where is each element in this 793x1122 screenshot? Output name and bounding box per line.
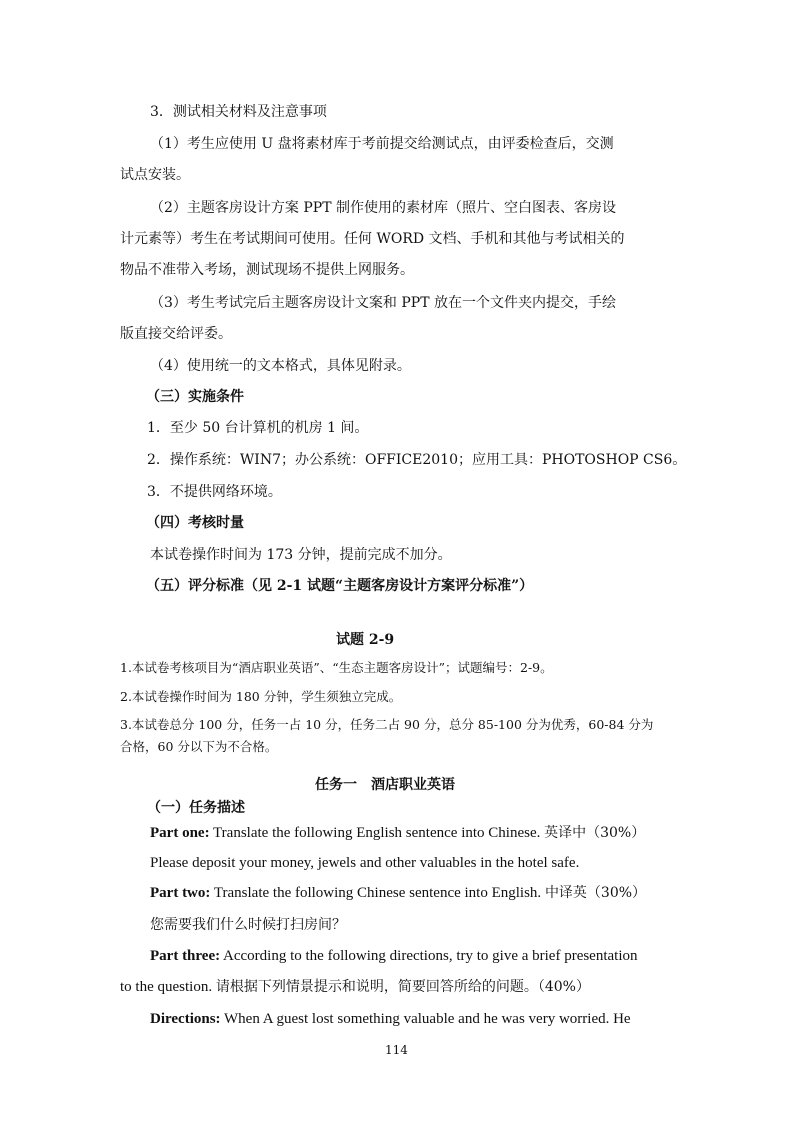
part-label: Part three: [150,948,221,964]
part-label: Part one: [150,825,210,841]
paragraph-line: Please deposit your money, jewels and other valuables in the hotel safe. [150,855,580,871]
paragraph-line: 本试卷操作时间为 173 分钟，提前完成不加分。 [150,547,452,563]
paragraph-line: 计元素等）考生在考试期间可使用。任何 WORD 文档、手机和其他与考试相关的 [120,231,625,247]
section-heading: （一）任务描述 [147,800,245,816]
paragraph-line: （4）使用统一的文本格式，具体见附录。 [150,358,411,374]
exam-note: 2.本试卷操作时间为 180 分钟，学生须独立完成。 [120,689,402,704]
part-instruction-cn: 请根据下列情景提示和说明，简要回答所给的问题。（40%） [215,979,590,995]
paragraph-line: 版直接交给评委。 [120,326,232,342]
part-instruction: to the question. [120,979,216,995]
list-item: 3．不提供网络环境。 [147,484,282,500]
task-title: 任务一 酒店职业英语 [315,777,455,793]
page-number: 114 [385,1043,408,1057]
section-heading: （五）评分标准（见 2-1 试题“主题客房设计方案评分标准”） [146,578,534,594]
list-item: 2．操作系统：WIN7；办公系统：OFFICE2010；应用工具：PHOTOSHOP CS6。 [147,452,687,468]
part-instruction: Translate the following English sentence into Chinese. [209,825,545,841]
part-instruction: Translate the following Chinese sentence into English. [210,885,545,901]
exam-note: 合格，60 分以下为不合格。 [120,739,278,754]
directions-label: Directions: [150,1011,221,1027]
paragraph-line: 物品不准带入考场，测试现场不提供上网服务。 [120,262,414,278]
paragraph-line: （2）主题客房设计方案 PPT 制作使用的素材库（照片、空白图表、客房设 [150,200,616,216]
part-instruction-cn: 英译中（30%） [544,825,646,841]
list-item: 1．至少 50 台计算机的机房 1 间。 [147,420,369,436]
part-instruction-cn: 中译英（30%） [544,885,647,901]
exam-note: 3.本试卷总分 100 分，任务一占 10 分，任务二占 90 分，总分 85-100 分为优秀，60-84 分为 [120,717,654,732]
paragraph-line [150,823,645,843]
paragraph-line [150,1009,631,1029]
paragraph-line [150,946,638,966]
part-instruction: According to the following directions, try to give a brief presentation [220,948,638,964]
directions-text: When A guest lost something valuable and he was very worried. He [220,1011,631,1027]
section-heading: （四）考核时量 [146,515,244,531]
paragraph-line [150,883,646,903]
exam-note: 1.本试卷考核项目为“酒店职业英语”、“生态主题客房设计”；试题编号：2-9。 [120,660,553,675]
section-heading: 3．测试相关材料及注意事项 [150,104,327,120]
paragraph-line: 您需要我们什么时候打扫房间？ [150,917,346,933]
paragraph-line: （1）考生应使用 U 盘将素材库于考前提交给测试点，由评委检查后，交测 [150,136,614,152]
exam-title: 试题 2-9 [336,632,395,648]
paragraph-line [120,977,590,997]
paragraph-line: （3）考生考试完后主题客房设计文案和 PPT 放在一个文件夹内提交，手绘 [150,295,616,311]
part-label: Part two: [150,885,211,901]
paragraph-line: 试点安装。 [120,167,190,183]
section-heading: （三）实施条件 [146,389,244,405]
